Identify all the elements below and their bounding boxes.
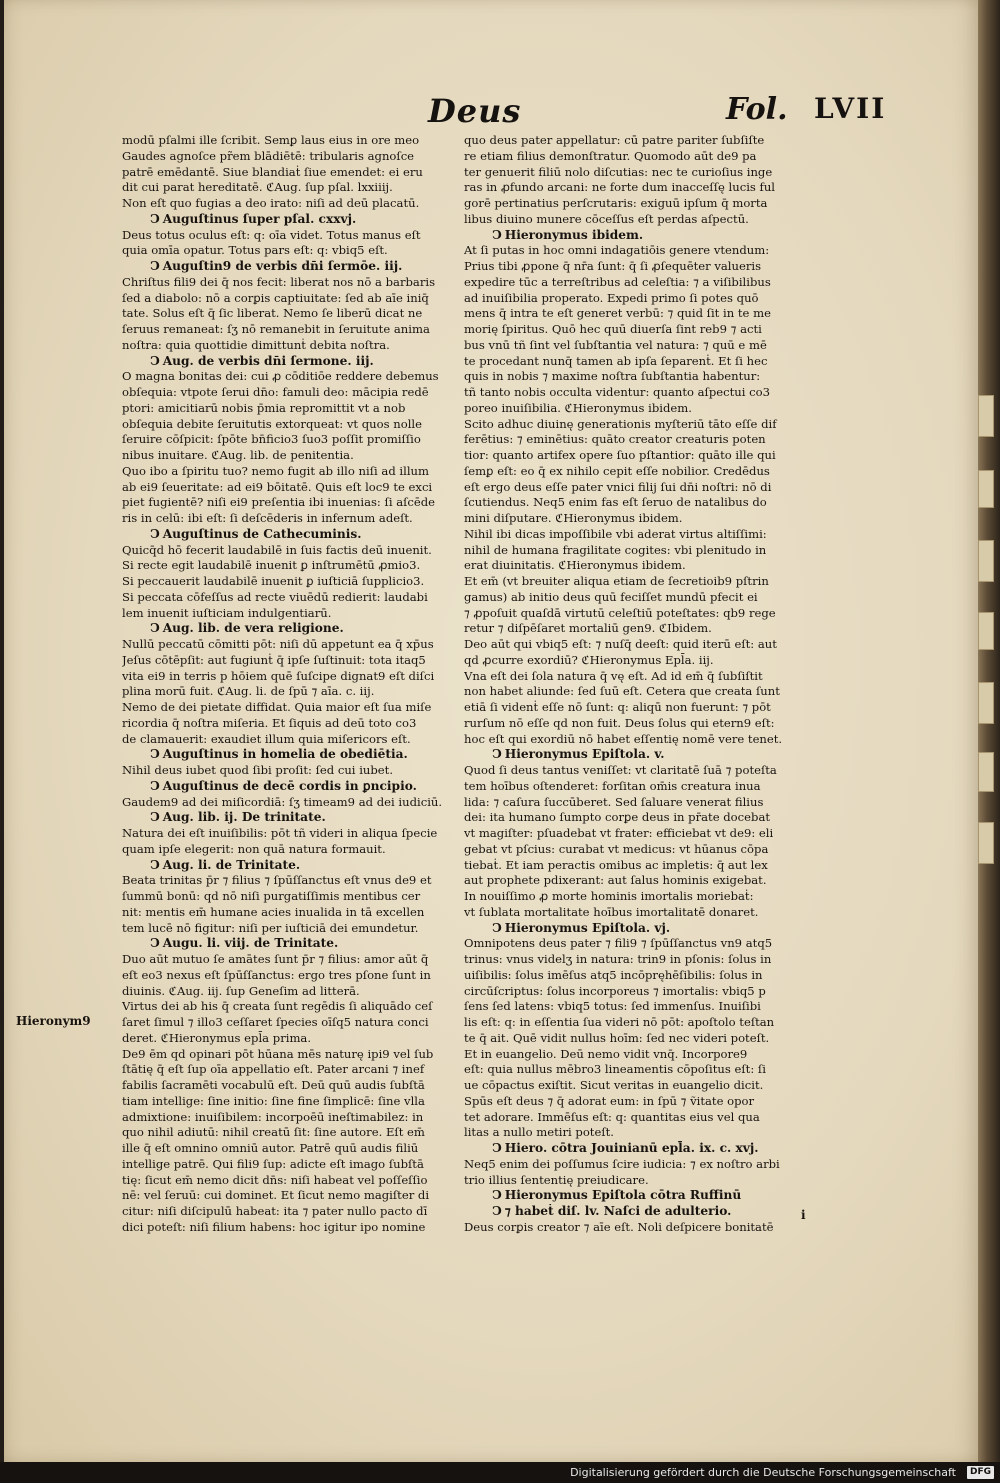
text-line: gamus) ab initio deus quū feciſſet mundū pfecit ei <box>464 589 758 604</box>
text-line: intellige patrē. Qui fili9 ſup: adicte eſt imago ſubſtā <box>122 1156 424 1171</box>
text-line: tię: ſicut em̄ nemo dicit dn̄s: niſi habeat vel poſſeſſio <box>122 1172 428 1187</box>
text-line: ſemꝑ eſt: eo q̄ ex nihilo cepit eſſe nobilior. Credēdus <box>464 463 770 478</box>
text-line: bus vnū tñ ſint vel ſubſtantia vel natura: ⁊ quū e mē <box>464 337 767 352</box>
text-line: te procedant nunq̄ tamen ab ipſa ſeparenṫ. Et ſi hec <box>464 353 768 368</box>
text-line: Deus totus oculus eſt: q: oīa videt. Totus manus eſt <box>122 227 421 242</box>
text-line: nit: mentis em̄ humane acies inualida in tā excellen <box>122 904 425 919</box>
text-line: Deo aūt qui vbiq5 eſt: ⁊ nuſq̄ deeſt: quid iterū eſt: aut <box>464 637 777 651</box>
text-line: Omnipotens deus pater ⁊ fili9 ⁊ ſpūſſanctus vn9 atq5 <box>464 936 773 951</box>
text-line: De9 ēm qd opinari pōt hūana mēs naturę ipi9 vel ſub <box>122 1046 434 1061</box>
text-line: diuinis. ℭAug. iij. ſup Geneſim ad litterā. <box>122 983 360 998</box>
text-line: nihil de humana fragilitate cogites: vbi plenitudo in <box>464 542 767 557</box>
rubric-heading: C Auguſtin9 de verbis dn̄i ſermōe. iij. <box>122 259 470 275</box>
text-line: ras in ꝓfundo arcani: ne forte dum inacceſſę lucis ful <box>464 180 776 195</box>
text-line: aut prophete pdixerant: aut ſalus hominis exigebat. <box>464 873 767 888</box>
text-line: gebat vt pſcius: curabat vt medicus: vt hūanus cōpa <box>464 841 769 856</box>
text-line: dici poteſt: niſi filium habens: hoc igitur ipo nomine <box>122 1219 426 1234</box>
text-line: quis in nobis ⁊ maxime noſtra ſubſtantia habentur: <box>464 369 761 384</box>
text-line: At ſi putas in hoc omni indagatiōis genere vtendum: <box>464 243 770 258</box>
text-line: Nemo de dei pietate diffidat. Quia maior eſt ſua miſe <box>122 700 432 714</box>
signature-mark: i <box>801 1208 806 1222</box>
text-line: Quicq̄d hō fecerit laudabilē in ſuis factis deū inuenit. <box>122 542 432 557</box>
text-line: Spūs eſt deus ⁊ q̄ adorat eum: in ſpū ⁊ ṽitate opor <box>464 1093 755 1108</box>
text-line: hoc eſt qui exordiū nō habet eſſentię nomē vere tenet. <box>464 731 783 746</box>
folio-number: LVII <box>814 92 887 125</box>
text-line: Nullū peccatū cōmitti pōt: niſi dū appetunt ea q̄ xp̄us <box>122 637 434 651</box>
text-line: dit cui parat hereditatē. ℭAug. ſup pſal. lxxiiij. <box>122 180 393 195</box>
text-line: litas a nullo metiri poteſt. <box>464 1125 614 1140</box>
text-line: Gaudes agnoſce pr̃em blādiētē: tribularis agnoſce <box>122 148 415 163</box>
text-line: ſtātię q̄ eſt ſup oīa appellatio eſt. Pater arcani ⁊ inef <box>122 1062 425 1077</box>
text-line: qd ꝓcurre exordiū? ℭHieronymus Epl̄a. iij. <box>464 652 714 667</box>
text-line: ſcutiendus. Neq5 enim fas eſt ſeruo de natalibus do <box>464 495 767 510</box>
text-line: tiam intellige: ſine initio: ſine fine ſimplicē: ſine vlla <box>122 1093 425 1108</box>
text-line: Virtus dei ab his q̄ creata ſunt regēdis ſi aliquādo ceſ <box>122 999 433 1014</box>
text-line: Si peccata cōfeſſus ad recte viuēdū redierit: laudabi <box>122 589 428 604</box>
text-line: quo deus pater appellatur: cū patre pariter ſubſiſte <box>464 133 765 147</box>
text-line: quia omīa opatur. Totus pars eſt: q: vbiq5 eſt. <box>122 243 388 258</box>
text-line: lis eſt: q: in eſſentia ſua videri nō pōt: apoſtolo teſtan <box>464 1015 775 1029</box>
text-line: tior: quanto artifex opere ſuo pſtantior: quāto ille qui <box>464 448 776 462</box>
text-line: citur: niſi diſcipulū habeat: ita ⁊ pater nullo pacto dī <box>122 1204 428 1218</box>
marginal-note: Hieronym9 <box>16 1014 91 1028</box>
text-line: rurſum nō eſſe qd non fuit. Deus ſolus qui etern9 eſt: <box>464 715 775 730</box>
page-edge <box>978 0 1000 1462</box>
text-line: Jeſus cōtēpſit: aut fugiunṫ q̄ ipſe ſuſtinuit: tota itaq5 <box>122 652 426 667</box>
text-line: ferētius: ⁊ eminētius: quāto creator creaturis poten <box>464 432 766 447</box>
text-line: Quo ibo a ſpiritu tuo? nemo fugit ab illo niſi ad illum <box>122 463 430 478</box>
text-line: admixtione: inuiſibilem: incorpoēū ineſtimabilez: in <box>122 1109 424 1124</box>
text-line: ris in celū: ibi eſt: ſi deſcēderis in infernum adeſt. <box>122 511 413 525</box>
text-line: Natura dei eſt inuiſibilis: pōt tñ videri in aliqua ſpecie <box>122 826 438 840</box>
text-line: Et em̄ (vt breuiter aliqua etiam de ſecretioib9 pſtrin <box>464 574 769 588</box>
text-line: tet adorare. Immēſus eſt: q: quantitas eius vel qua <box>464 1109 760 1124</box>
text-line: Duo aūt mutuo ſe amātes ſunt p̄r ⁊ filius: amor aūt q̄ <box>122 952 429 966</box>
text-line: plina morū fuit. ℭAug. li. de ſpū ⁊ aīa. c. iij. <box>122 684 375 699</box>
text-line: vt magiſter: pſuadebat vt frater: efficiebat vt de9: eli <box>464 826 774 840</box>
text-line: Quod ſi deus tantus veniſſet: vt claritatē ſuā ⁊ poteſta <box>464 763 777 777</box>
text-line: ricordia q̄ noſtra miſeria. Et ſiquis ad deū toto co3 <box>122 715 417 730</box>
dfg-logo: DFG <box>967 1466 994 1479</box>
text-line: dei: ita humano ſumpto corꝑe deus in pr̄ate docebat <box>464 810 771 825</box>
rubric-heading: C Hieronymus Epiſtola cōtra Ruffinū <box>464 1188 826 1204</box>
text-line: eſt eo3 nexus eſt ſpūſſanctus: ergo tres pſone ſunt in <box>122 967 431 982</box>
text-line: erat diuinitatis. ℭHieronymus ibidem. <box>464 558 686 573</box>
text-line: retur ⁊ diſpēſaret mortaliū gen9. ℭIbidem. <box>464 621 712 636</box>
text-line: piet fugientē? niſi ei9 preſentia ibi inuenias: ſi aſcēde <box>122 495 436 510</box>
text-line: ue cōpactus exiſtit. Sicut veritas in euangelio dicit. <box>464 1078 764 1092</box>
text-line: Prius tibi ꝓpone q̄ nr̄a ſunt: q̄ ſi ꝓſequēter valueris <box>464 259 762 273</box>
text-line: uiſibilis: ſolus imēſus atq5 incōpręhēſibilis: ſolus in <box>464 967 763 982</box>
text-line: tem hoībus oſtenderet: forſitan om̄is creatura inua <box>464 778 761 793</box>
rubric-heading: C Aug. lib. ij. De trinitate. <box>122 810 470 826</box>
text-line: Scito adhuc diuinę generationis myſteriū tāto eſſe dif <box>464 416 777 431</box>
text-line: Si peccauerit laudabilē inuenit ꝑ iuſticiā ſupplicio3. <box>122 574 425 588</box>
text-line: noſtra: quia quottidie dimittunṫ debita noſtra. <box>122 337 390 352</box>
index-tab <box>978 822 994 864</box>
text-line: trinus: vnus videlʒ in natura: trin9 in pſonis: ſolus in <box>464 952 772 966</box>
index-tab <box>978 470 994 508</box>
text-line: circūſcriptus: ſolus incorporeus ⁊ imortalis: vbiq5 p <box>464 983 766 998</box>
text-column-left <box>122 133 470 1236</box>
text-line: ſeruus remaneat: ſʒ nō remanebit in ſeruitute anima <box>122 322 430 336</box>
text-line: obſequia debite ſeruitutis extorqueat: vt quos nolle <box>122 416 422 431</box>
index-tab <box>978 752 994 792</box>
text-line: mini diſputare. ℭHieronymus ibidem. <box>464 511 683 525</box>
footer-bar <box>0 1462 1000 1483</box>
text-line: nē: vel ſeruū: cui dominet. Et ſicut nemo magiſter di <box>122 1188 430 1203</box>
text-line: ptori: amicitiarū nobis p̄mia repromittit vt a nob <box>122 400 406 415</box>
rubric-heading: C Hieronymus ibidem. <box>464 228 826 244</box>
rubric-heading: C Aug. lib. de vera religione. <box>122 621 470 637</box>
text-line: ſens ſed latens: vbiq5 totus: ſed immenſus. Inuiſibi <box>464 999 761 1014</box>
text-line: patrē emēdantē. Siue blandiaṫ ſiue emendet: ei eru <box>122 164 423 179</box>
index-tab <box>978 682 994 724</box>
text-line: Beata trinitas p̄r ⁊ filius ⁊ ſpūſſanctus eſt vnus de9 et <box>122 873 432 888</box>
book-page <box>4 0 982 1462</box>
running-head-title: Deus <box>428 92 522 130</box>
text-line: etiā ſi videnṫ eſſe nō ſunt: q: aliqū non fuerunt: ⁊ pōt <box>464 700 771 714</box>
text-line: de clamauerit: exaudiet illum quia miſericors eſt. <box>122 731 411 746</box>
rubric-heading: C Auguſtinus ſuper pſal. cxxvj. <box>122 212 470 228</box>
text-line: ab ei9 ſeueritate: ad ei9 bōitatē. Quis eſt loc9 te exci <box>122 479 433 494</box>
text-column-right <box>464 133 826 1236</box>
text-line: te q̄ ait. Quē vidit nullus hoīm: ſed nec videri poteſt. <box>464 1030 770 1045</box>
text-line: Neq5 enim dei poſſumus ſcire iudicia: ⁊ ex noſtro arbi <box>464 1156 780 1171</box>
rubric-heading: C ⁊ habeṫ diſ. lv. Naſci de adulterio. <box>464 1204 826 1220</box>
index-tab <box>978 540 994 582</box>
text-line: ſed a diabolo: nō a corꝑis captiuitate: ſed ab aīe iniq̄ <box>122 290 429 305</box>
rubric-heading: C Aug. li. de Trinitate. <box>122 858 470 874</box>
text-line: ter genuerit filiū nolo diſcutias: nec te curioſius inge <box>464 164 773 179</box>
folio-label: Fol. <box>726 92 788 127</box>
text-line: fabilis ſacramēti vocabulū eſt. Deū quū audis ſubſtā <box>122 1078 425 1092</box>
index-tab <box>978 612 994 650</box>
text-line: O magna bonitas dei: cui ꝓ cōditiōe reddere debemus <box>122 369 439 384</box>
rubric-heading: C Auguſtinus in homelia de obediētia. <box>122 747 470 763</box>
text-line: libus diuino munere cōceſſus eſt perdas aſpectū. <box>464 211 749 226</box>
text-line: poreo inuiſibilia. ℭHieronymus ibidem. <box>464 400 692 415</box>
rubric-heading: C Hiero. cōtra Jouinianū epl̄a. ix. c. xvj. <box>464 1141 826 1157</box>
text-line: Et in euangelio. Deū nemo vidit vnq̄. Incorpore9 <box>464 1046 748 1061</box>
footer-funding-text: Digitalisierung gefördert durch die Deutsche Forschungsgemeinschaft <box>570 1466 956 1479</box>
rubric-heading: C Aug. de verbis dn̄i ſermone. iij. <box>122 354 470 370</box>
text-line: quam ipſe elegerit: non quā natura formauit. <box>122 841 386 856</box>
text-line: lem inuenit iuſticiam indulgentiarū. <box>122 605 332 620</box>
index-tab <box>978 395 994 437</box>
text-line: ſummū bonū: qd nō niſi purgatiſſimis mentibus cer <box>122 889 421 903</box>
text-line: Nihil deus iubet quod ſibi proſit: ſed cui iubet. <box>122 763 394 777</box>
text-line: expedire tūc a terreſtribus ad celeſtia: ⁊ a viſibilibus <box>464 274 771 289</box>
text-line: Chriſtus fili9 dei q̄ nos fecit: liberat nos nō a barbaris <box>122 274 436 289</box>
rubric-heading: C Auguſtinus de decē cordis in ꝑncipio. <box>122 779 470 795</box>
text-line: ſeruire cōſpicit: ſpōte bn̄ficio3 ſuo3 poſſit promiſſio <box>122 432 421 447</box>
text-line: Deus corꝑis creator ⁊ aīe eſt. Noli deſpicere bonitatē <box>464 1219 774 1234</box>
rubric-heading: C Auguſtinus de Cathecuminis. <box>122 527 470 543</box>
text-line: nibus inuitare. ℭAug. lib. de penitentia. <box>122 448 354 462</box>
text-line: tem lucē nō figitur: niſi per iuſticiā dei emundetur. <box>122 920 419 935</box>
text-line: ille q̄ eſt omnino omniū autor. Patrē quū audis filiū <box>122 1141 419 1155</box>
rubric-heading: C Augu. li. viij. de Trinitate. <box>122 936 470 952</box>
text-line: eſt ergo deus eſſe pater vnici filij ſui dn̄i noſtri: nō di <box>464 479 772 494</box>
text-line: non habet aliunde: ſed ſuū eſt. Cetera que creata ſunt <box>464 684 780 699</box>
text-line: trio illius ſententię preiudicare. <box>464 1172 649 1187</box>
rubric-heading: C Hieronymus Epiſtola. vj. <box>464 921 826 937</box>
text-line: tate. Solus eſt q̄ ſic liberat. Nemo ſe liberū dicat ne <box>122 306 423 321</box>
text-line: eſt: quia nullus mēbro3 lineamentis cōpoſitus eſt: ſi <box>464 1062 766 1077</box>
text-line: Si recte egit laudabilē inuenit ꝑ inſtrumētū ꝓmio3. <box>122 558 421 573</box>
rubric-heading: C Hieronymus Epiſtola. v. <box>464 747 826 763</box>
text-line: gorē pertinatius perſcrutaris: exiguū ipſum q̄ morta <box>464 196 768 210</box>
text-line: ſaret ſimul ⁊ illo3 ceſſaret ſpecies oīſq5 natura conci <box>122 1015 429 1029</box>
text-line: Vna eſt dei ſola natura q̄ vę eſt. Ad id em̄ q̄ ſubſiſtit <box>464 668 763 683</box>
text-line: vita ei9 in terris p hōiem quē ſuſcipe dignat9 eſt diſci <box>122 668 435 683</box>
text-line: re etiam filius demonſtratur. Quomodo aūt de9 pa <box>464 148 757 163</box>
text-line: deret. ℭHieronymus epl̄a prima. <box>122 1030 312 1045</box>
text-line: ad inuiſibilia properato. Expedi primo ſi potes quō <box>464 290 759 305</box>
text-line: Nihil ibi dicas impoſſibile vbi aderat virtus altiſſimi: <box>464 526 767 541</box>
text-line: tñ tanto nobis occulta videntur: quanto aſpectui co3 <box>464 385 770 399</box>
text-line: In nouiſſimo ꝓ morte hominis imortalis moriebaṫ: <box>464 889 754 903</box>
text-line: quo nihil adiutū: nihil creatū ſit: ſine autore. Eſt em̄ <box>122 1125 425 1140</box>
text-line: lida: ⁊ caſura ſuccūberet. Sed ſaluare venerat filius <box>464 794 764 809</box>
text-line: tiebaṫ. Et iam peractis omibus ac impletis: q̄ aut lex <box>464 857 768 872</box>
text-line: Non eſt quo fugias a deo irato: niſi ad deū placatū. <box>122 196 420 210</box>
text-line: vt ſublata mortalitate hoībus imortalitatē donaret. <box>464 904 759 919</box>
text-line: modū pſalmi ille ſcribit. Semꝑ laus eius in ore meo <box>122 133 420 147</box>
text-line: morię ſpiritus. Quō hec quū diuerſa ſint reb9 ⁊ acti <box>464 322 762 336</box>
text-line: obſequia: vtpote ſerui dn̄o: famuli deo: mācipia redē <box>122 385 429 399</box>
text-line: mens q̄ intra te eſt generet verbū: ⁊ quid ſit in te me <box>464 306 771 321</box>
text-line: Gaudem9 ad dei miſicordiā: ſʒ timeam9 ad dei iudiciū. <box>122 794 443 809</box>
text-line: ⁊ ꝓpoſuit quaſdā virtutū celeſtiū poteſtates: qb9 rege <box>464 605 776 620</box>
